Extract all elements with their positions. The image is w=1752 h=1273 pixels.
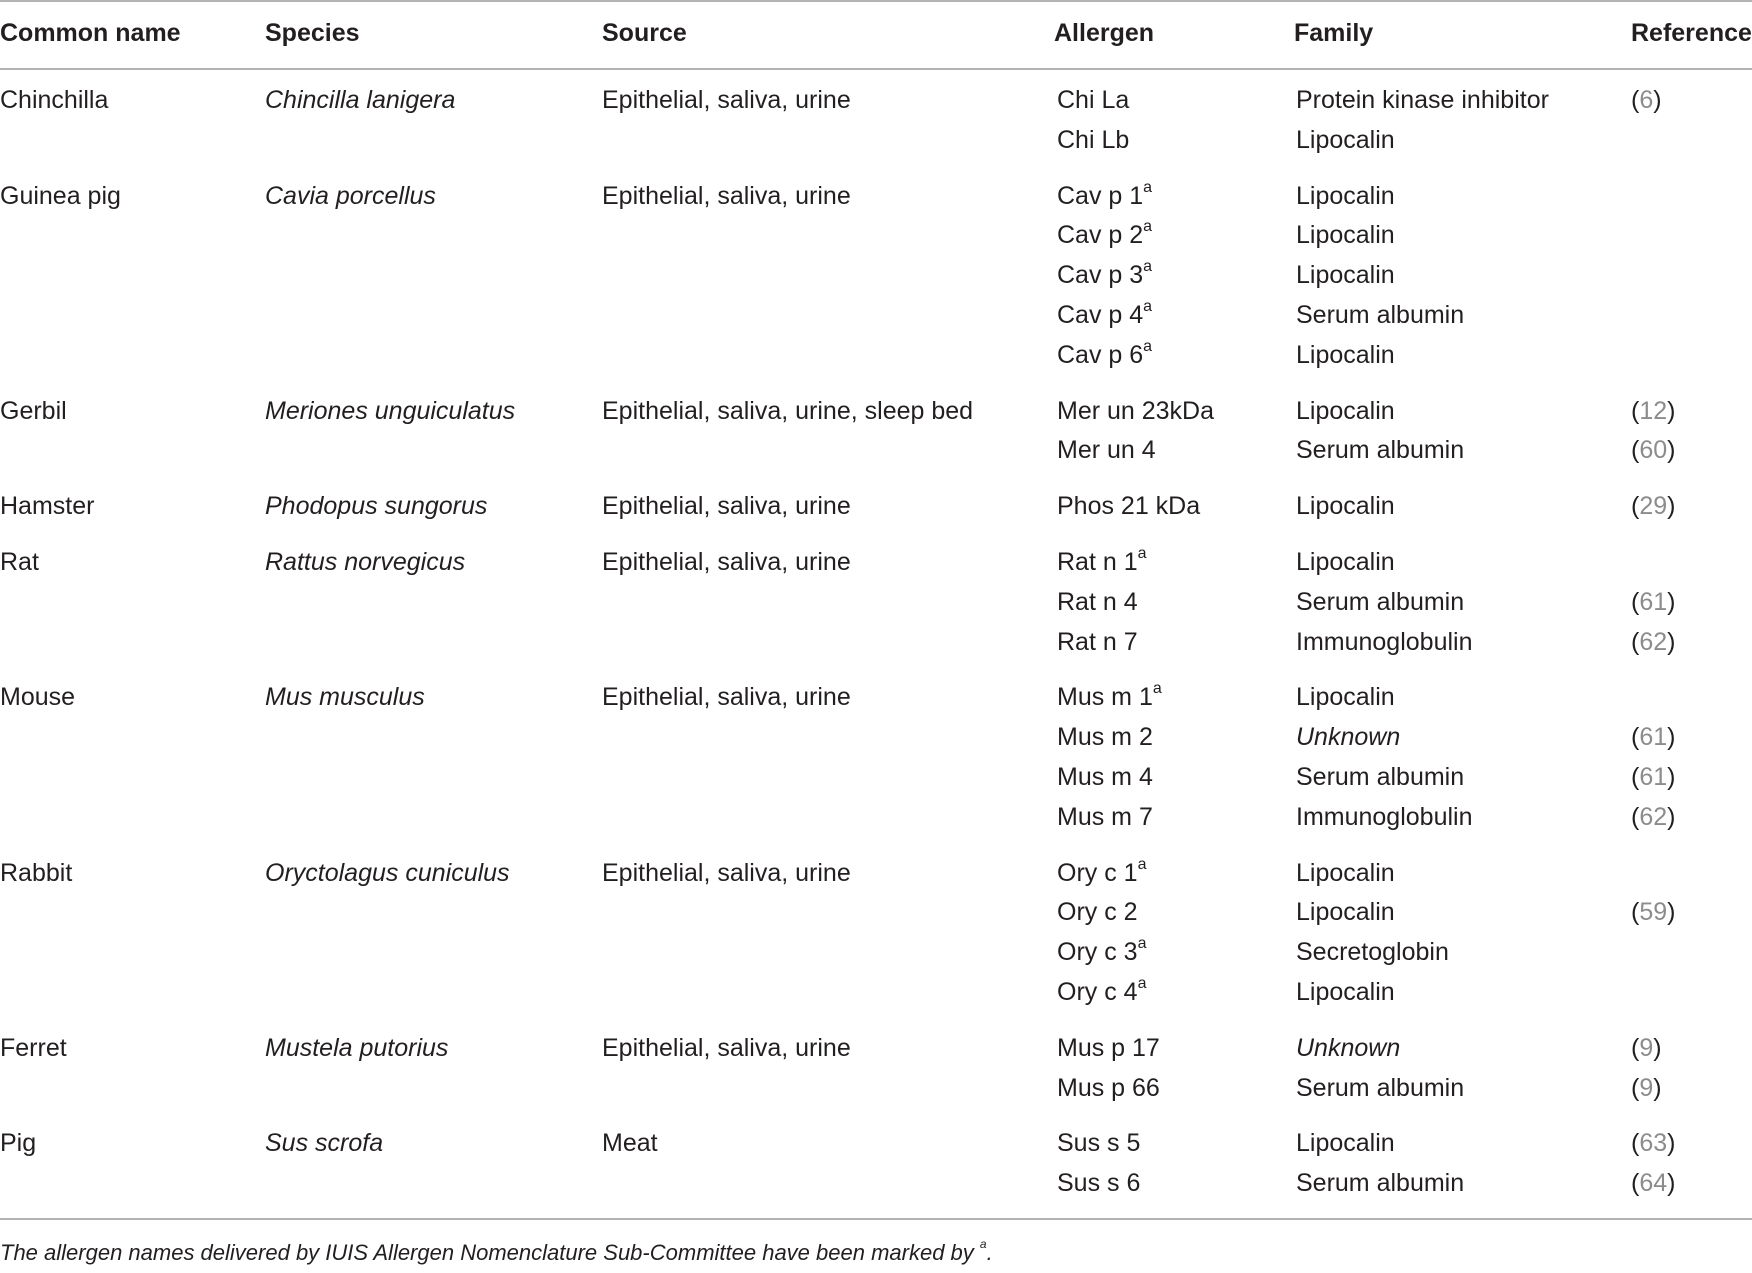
allergen-name: Mer un 23kDa	[1057, 397, 1215, 425]
table-footnote	[0, 1233, 993, 1273]
reference-cell	[1631, 757, 1675, 797]
reference-open-paren: (	[1631, 86, 1640, 114]
allergen-name: Cav p 4	[1057, 301, 1144, 329]
reference-close-paren: )	[1653, 1074, 1662, 1102]
source-cell: Epithelial, saliva, urine	[602, 86, 851, 114]
allergen-name: Ory c 4	[1057, 978, 1138, 1006]
family-cell: Lipocalin	[1296, 492, 1395, 520]
allergen-cell	[1057, 1163, 1140, 1203]
allergen-cell	[1057, 757, 1153, 797]
reference-close-paren: )	[1667, 1169, 1676, 1197]
source-cell: Meat	[602, 1129, 658, 1157]
reference-link[interactable]: 6	[1639, 86, 1654, 114]
reference-open-paren: (	[1631, 588, 1640, 616]
source-cell: Epithelial, saliva, urine	[602, 1034, 851, 1062]
family-cell: Serum albumin	[1296, 301, 1465, 329]
allergen-cell	[1057, 255, 1152, 295]
family-cell: Serum albumin	[1296, 1169, 1465, 1197]
allergen-cell	[1057, 295, 1152, 335]
family-cell: Lipocalin	[1296, 1129, 1395, 1157]
source-cell: Epithelial, saliva, urine, sleep bed	[602, 397, 974, 425]
reference-close-paren: )	[1667, 397, 1676, 425]
iuis-mark: a	[1137, 934, 1147, 952]
allergen-cell	[1057, 972, 1146, 1012]
table-bottom-rule	[0, 1218, 1752, 1220]
reference-open-paren: (	[1631, 1129, 1640, 1157]
reference-link[interactable]: 9	[1639, 1074, 1654, 1102]
family-cell: Lipocalin	[1296, 859, 1395, 887]
allergen-cell	[1057, 542, 1147, 582]
reference-open-paren: (	[1631, 492, 1640, 520]
allergen-cell	[1057, 215, 1152, 255]
reference-cell	[1631, 892, 1675, 932]
allergen-cell	[1057, 582, 1138, 622]
allergen-cell	[1057, 677, 1162, 717]
iuis-mark: a	[1143, 217, 1153, 235]
reference-close-paren: )	[1667, 763, 1676, 791]
reference-open-paren: (	[1631, 723, 1640, 751]
allergen-cell	[1057, 932, 1146, 972]
reference-open-paren: (	[1631, 436, 1640, 464]
common-name-cell: Mouse	[0, 683, 76, 711]
allergen-name: Mus p 17	[1057, 1034, 1160, 1062]
allergen-cell	[1057, 486, 1200, 526]
reference-link[interactable]: 62	[1639, 628, 1668, 656]
iuis-mark: a	[1137, 974, 1147, 992]
reference-close-paren: )	[1653, 86, 1662, 114]
allergen-name: Mus m 1	[1057, 683, 1153, 711]
header-source: Source	[602, 19, 687, 47]
reference-link[interactable]: 60	[1639, 436, 1668, 464]
reference-open-paren: (	[1631, 763, 1640, 791]
reference-close-paren: )	[1667, 898, 1676, 926]
footnote-text: The allergen names delivered by IUIS Allergen Nomenclature Sub-Committee have been marked by	[0, 1240, 974, 1265]
allergen-name: Phos 21 kDa	[1057, 492, 1201, 520]
header-family: Family	[1294, 19, 1374, 47]
footnote-end: .	[986, 1240, 993, 1265]
species-cell: Meriones unguiculatus	[265, 397, 516, 425]
common-name-cell: Gerbil	[0, 397, 67, 425]
reference-cell	[1631, 1068, 1662, 1108]
allergen-cell	[1057, 430, 1156, 470]
family-cell: Lipocalin	[1296, 261, 1395, 289]
allergen-name: Cav p 2	[1057, 221, 1144, 249]
footnote-mark: a	[979, 1236, 987, 1251]
reference-close-paren: )	[1653, 1034, 1662, 1062]
iuis-mark: a	[1143, 297, 1153, 315]
allergen-cell	[1057, 797, 1153, 837]
allergen-cell	[1057, 1068, 1160, 1108]
reference-close-paren: )	[1667, 628, 1676, 656]
family-cell: Immunoglobulin	[1296, 628, 1473, 656]
species-cell: Mus musculus	[265, 683, 425, 711]
source-cell: Epithelial, saliva, urine	[602, 683, 851, 711]
header-allergen: Allergen	[1054, 19, 1155, 47]
allergen-name: Mus m 2	[1057, 723, 1153, 751]
family-cell: Lipocalin	[1296, 898, 1395, 926]
source-cell: Epithelial, saliva, urine	[602, 548, 851, 576]
reference-cell	[1631, 1163, 1675, 1203]
reference-open-paren: (	[1631, 628, 1640, 656]
allergen-cell	[1057, 120, 1129, 160]
header-reference: Reference	[1631, 19, 1752, 47]
family-cell: Lipocalin	[1296, 683, 1395, 711]
family-cell: Lipocalin	[1296, 182, 1395, 210]
family-cell: Lipocalin	[1296, 126, 1395, 154]
allergen-cell	[1057, 622, 1138, 662]
species-cell: Chincilla lanigera	[265, 86, 456, 114]
reference-close-paren: )	[1667, 803, 1676, 831]
reference-open-paren: (	[1631, 898, 1640, 926]
reference-cell	[1631, 622, 1675, 662]
reference-close-paren: )	[1667, 436, 1676, 464]
common-name-cell: Pig	[0, 1129, 37, 1157]
reference-cell	[1631, 80, 1662, 120]
allergen-name: Rat n 1	[1057, 548, 1138, 576]
reference-open-paren: (	[1631, 803, 1640, 831]
reference-cell	[1631, 391, 1675, 431]
reference-link[interactable]: 59	[1639, 898, 1668, 926]
reference-close-paren: )	[1667, 1129, 1676, 1157]
family-cell: Protein kinase inhibitor	[1296, 86, 1549, 114]
allergen-name: Rat n 4	[1057, 588, 1138, 616]
source-cell: Epithelial, saliva, urine	[602, 182, 851, 210]
reference-close-paren: )	[1667, 588, 1676, 616]
header-species: Species	[265, 19, 360, 47]
allergen-name: Rat n 7	[1057, 628, 1138, 656]
common-name-cell: Rabbit	[0, 859, 73, 887]
family-cell: Lipocalin	[1296, 548, 1395, 576]
reference-cell	[1631, 1028, 1662, 1068]
allergen-cell	[1057, 1028, 1160, 1068]
reference-open-paren: (	[1631, 1169, 1640, 1197]
common-name-cell: Guinea pig	[0, 182, 121, 210]
reference-link[interactable]: 64	[1639, 1169, 1668, 1197]
allergen-name: Ory c 3	[1057, 938, 1138, 966]
allergen-cell	[1057, 1123, 1140, 1163]
reference-cell	[1631, 430, 1675, 470]
reference-open-paren: (	[1631, 397, 1640, 425]
allergen-cell	[1057, 892, 1138, 932]
family-cell: Immunoglobulin	[1296, 803, 1473, 831]
reference-cell	[1631, 797, 1675, 837]
allergen-cell	[1057, 853, 1146, 893]
species-cell: Rattus norvegicus	[265, 548, 466, 576]
reference-link[interactable]: 63	[1639, 1129, 1668, 1157]
header-common-name: Common name	[0, 19, 181, 47]
common-name-cell: Rat	[0, 548, 39, 576]
reference-close-paren: )	[1667, 492, 1676, 520]
table-header-rule	[0, 68, 1752, 70]
species-cell: Phodopus sungorus	[265, 492, 488, 520]
allergen-name: Chi La	[1057, 86, 1130, 114]
species-cell: Oryctolagus cuniculus	[265, 859, 510, 887]
iuis-mark: a	[1137, 544, 1147, 562]
reference-link[interactable]: 12	[1639, 397, 1668, 425]
family-cell: Serum albumin	[1296, 763, 1465, 791]
allergen-name: Mer un 4	[1057, 436, 1156, 464]
table-top-rule	[0, 0, 1752, 2]
reference-cell	[1631, 582, 1675, 622]
family-cell: Lipocalin	[1296, 221, 1395, 249]
source-cell: Epithelial, saliva, urine	[602, 859, 851, 887]
allergen-name: Chi Lb	[1057, 126, 1130, 154]
reference-close-paren: )	[1667, 723, 1676, 751]
common-name-cell: Chinchilla	[0, 86, 109, 114]
reference-link[interactable]: 62	[1639, 803, 1668, 831]
allergen-cell	[1057, 391, 1214, 431]
family-cell: Serum albumin	[1296, 588, 1465, 616]
reference-link[interactable]: 29	[1639, 492, 1668, 520]
family-cell: Serum albumin	[1296, 436, 1465, 464]
reference-open-paren: (	[1631, 1074, 1640, 1102]
reference-link[interactable]: 61	[1639, 763, 1668, 791]
allergen-name: Cav p 3	[1057, 261, 1144, 289]
family-cell: Lipocalin	[1296, 978, 1395, 1006]
common-name-cell: Ferret	[0, 1034, 67, 1062]
species-cell: Sus scrofa	[265, 1129, 384, 1157]
reference-cell	[1631, 1123, 1675, 1163]
family-cell: Unknown	[1296, 1034, 1401, 1062]
reference-link[interactable]: 9	[1639, 1034, 1654, 1062]
allergen-name: Mus p 66	[1057, 1074, 1160, 1102]
reference-cell	[1631, 486, 1675, 526]
allergen-name: Cav p 6	[1057, 341, 1144, 369]
allergen-name: Mus m 4	[1057, 763, 1153, 791]
allergen-name: Ory c 1	[1057, 859, 1138, 887]
allergen-cell	[1057, 176, 1152, 216]
family-cell: Unknown	[1296, 723, 1401, 751]
allergen-name: Cav p 1	[1057, 182, 1144, 210]
allergen-name: Mus m 7	[1057, 803, 1153, 831]
allergen-name: Sus s 6	[1057, 1169, 1141, 1197]
species-cell: Cavia porcellus	[265, 182, 436, 210]
family-cell: Serum albumin	[1296, 1074, 1465, 1102]
reference-open-paren: (	[1631, 1034, 1640, 1062]
iuis-mark: a	[1152, 679, 1162, 697]
allergen-cell	[1057, 717, 1153, 757]
reference-link[interactable]: 61	[1639, 588, 1668, 616]
allergen-cell	[1057, 80, 1129, 120]
reference-link[interactable]: 61	[1639, 723, 1668, 751]
iuis-mark: a	[1143, 178, 1153, 196]
family-cell: Secretoglobin	[1296, 938, 1449, 966]
species-cell: Mustela putorius	[265, 1034, 449, 1062]
allergen-name: Ory c 2	[1057, 898, 1138, 926]
allergen-cell	[1057, 335, 1152, 375]
source-cell: Epithelial, saliva, urine	[602, 492, 851, 520]
reference-cell	[1631, 717, 1675, 757]
iuis-mark: a	[1137, 855, 1147, 873]
family-cell: Lipocalin	[1296, 397, 1395, 425]
family-cell: Lipocalin	[1296, 341, 1395, 369]
iuis-mark: a	[1143, 257, 1153, 275]
allergen-name: Sus s 5	[1057, 1129, 1141, 1157]
common-name-cell: Hamster	[0, 492, 95, 520]
iuis-mark: a	[1143, 337, 1153, 355]
